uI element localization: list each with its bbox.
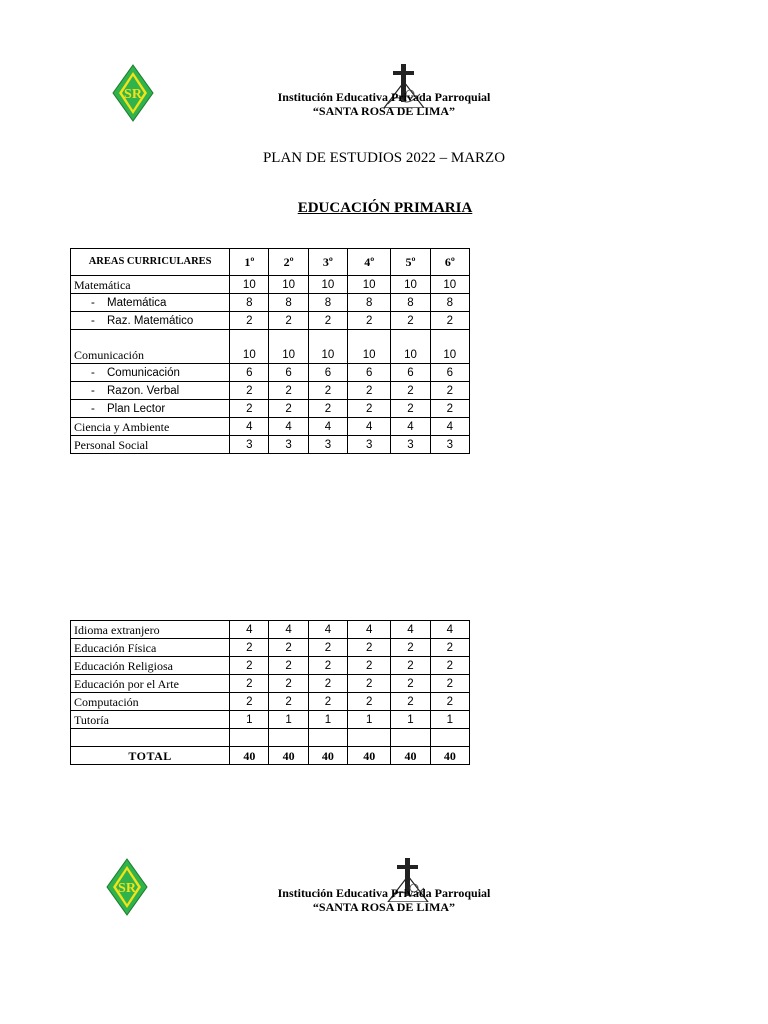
total-label: TOTAL bbox=[71, 747, 230, 765]
table-row bbox=[71, 436, 470, 454]
table-row bbox=[71, 621, 470, 639]
grade-header: 6º bbox=[430, 249, 469, 276]
grade-header: 5º bbox=[391, 249, 430, 276]
grade-header: 2º bbox=[269, 249, 308, 276]
hours-cell: 2 bbox=[269, 382, 308, 400]
hours-cell: 10 bbox=[391, 330, 430, 364]
hours-cell bbox=[348, 729, 391, 747]
hours-cell: 4 bbox=[391, 621, 430, 639]
hours-cell: 2 bbox=[308, 675, 347, 693]
total-value: 40 bbox=[430, 747, 469, 765]
hours-cell: 2 bbox=[308, 382, 347, 400]
hours-cell: 2 bbox=[269, 400, 308, 418]
table-row bbox=[71, 330, 470, 364]
level-title: EDUCACIÓN PRIMARIA bbox=[297, 200, 473, 216]
hours-cell: 3 bbox=[308, 436, 347, 454]
bullet-dash: - bbox=[91, 296, 95, 309]
hours-cell: 2 bbox=[308, 312, 347, 330]
hours-cell: 2 bbox=[230, 400, 269, 418]
hours-cell: 2 bbox=[308, 657, 347, 675]
institution-header-footer bbox=[244, 886, 524, 914]
hours-cell bbox=[308, 729, 347, 747]
hours-cell: 10 bbox=[230, 330, 269, 364]
hours-cell: 6 bbox=[308, 364, 347, 382]
total-value: 40 bbox=[308, 747, 347, 765]
hours-cell: 4 bbox=[308, 418, 347, 436]
table-row bbox=[71, 294, 470, 312]
area-label bbox=[71, 729, 230, 747]
bullet-dash: - bbox=[91, 402, 95, 415]
table-row bbox=[71, 675, 470, 693]
subarea-label: Razon. Verbal bbox=[107, 384, 180, 397]
hours-cell: 2 bbox=[348, 639, 391, 657]
subarea-label: Plan Lector bbox=[107, 402, 166, 415]
hours-cell: 1 bbox=[308, 711, 347, 729]
hours-cell: 4 bbox=[230, 418, 269, 436]
svg-text:SR: SR bbox=[124, 87, 142, 102]
table-row bbox=[71, 418, 470, 436]
hours-cell: 2 bbox=[230, 675, 269, 693]
hours-cell: 4 bbox=[430, 418, 469, 436]
areas-header: AREAS CURRICULARES bbox=[71, 249, 230, 276]
table-row bbox=[71, 729, 470, 747]
hours-cell: 4 bbox=[230, 621, 269, 639]
table-row bbox=[71, 639, 470, 657]
hours-cell: 2 bbox=[230, 639, 269, 657]
hours-cell bbox=[269, 729, 308, 747]
institution-subname: “SANTA ROSA DE LIMA” bbox=[312, 104, 456, 118]
table-row bbox=[71, 711, 470, 729]
hours-cell: 2 bbox=[391, 675, 430, 693]
subarea-label: Raz. Matemático bbox=[107, 314, 194, 327]
hours-cell: 10 bbox=[348, 276, 391, 294]
svg-text:SR: SR bbox=[118, 881, 136, 896]
institution-header bbox=[244, 90, 524, 118]
hours-cell: 2 bbox=[230, 312, 269, 330]
hours-cell: 2 bbox=[348, 382, 391, 400]
hours-cell: 2 bbox=[391, 639, 430, 657]
hours-cell: 2 bbox=[430, 312, 469, 330]
hours-cell: 10 bbox=[391, 276, 430, 294]
hours-cell: 2 bbox=[230, 657, 269, 675]
area-label: Ciencia y Ambiente bbox=[71, 418, 230, 436]
area-label: Tutoría bbox=[71, 711, 230, 729]
hours-cell: 10 bbox=[430, 276, 469, 294]
area-label: Educación Física bbox=[71, 639, 230, 657]
subarea-label: Matemática bbox=[107, 296, 167, 309]
bullet-dash: - bbox=[91, 314, 95, 327]
hours-cell: 10 bbox=[269, 330, 308, 364]
hours-cell: 2 bbox=[391, 312, 430, 330]
grade-header: 3º bbox=[308, 249, 347, 276]
subarea-cell bbox=[71, 382, 230, 400]
hours-cell: 4 bbox=[430, 621, 469, 639]
hours-cell: 3 bbox=[230, 436, 269, 454]
grade-header: 4º bbox=[348, 249, 391, 276]
table-row bbox=[71, 382, 470, 400]
curriculum-table-2 bbox=[70, 620, 470, 765]
hours-cell: 4 bbox=[269, 418, 308, 436]
table-row bbox=[71, 312, 470, 330]
area-label: Educación Religiosa bbox=[71, 657, 230, 675]
hours-cell: 2 bbox=[391, 657, 430, 675]
grade-header: 1º bbox=[230, 249, 269, 276]
hours-cell: 6 bbox=[430, 364, 469, 382]
hours-cell: 2 bbox=[230, 382, 269, 400]
bullet-dash: - bbox=[91, 384, 95, 397]
hours-cell: 8 bbox=[391, 294, 430, 312]
hours-cell: 2 bbox=[230, 693, 269, 711]
total-value: 40 bbox=[269, 747, 308, 765]
plan-title: PLAN DE ESTUDIOS 2022 – MARZO bbox=[262, 150, 506, 166]
hours-cell bbox=[430, 729, 469, 747]
subarea-cell bbox=[71, 400, 230, 418]
hours-cell: 3 bbox=[269, 436, 308, 454]
hours-cell: 8 bbox=[308, 294, 347, 312]
total-value: 40 bbox=[391, 747, 430, 765]
hours-cell: 6 bbox=[269, 364, 308, 382]
hours-cell: 1 bbox=[269, 711, 308, 729]
hours-cell: 4 bbox=[348, 418, 391, 436]
curriculum-table-1 bbox=[70, 248, 470, 454]
hours-cell: 2 bbox=[430, 675, 469, 693]
table-row bbox=[71, 400, 470, 418]
hours-cell: 8 bbox=[430, 294, 469, 312]
hours-cell: 10 bbox=[269, 276, 308, 294]
hours-cell: 8 bbox=[348, 294, 391, 312]
hours-cell: 2 bbox=[430, 657, 469, 675]
hours-cell: 4 bbox=[269, 621, 308, 639]
hours-cell: 2 bbox=[269, 639, 308, 657]
hours-cell bbox=[391, 729, 430, 747]
hours-cell: 6 bbox=[230, 364, 269, 382]
hours-cell: 8 bbox=[230, 294, 269, 312]
hours-cell: 3 bbox=[391, 436, 430, 454]
hours-cell: 2 bbox=[430, 639, 469, 657]
subarea-label: Comunicación bbox=[107, 366, 180, 379]
subarea-cell bbox=[71, 364, 230, 382]
hours-cell: 2 bbox=[308, 400, 347, 418]
hours-cell: 2 bbox=[430, 693, 469, 711]
school-logo-icon bbox=[112, 64, 154, 122]
table-row bbox=[71, 693, 470, 711]
area-label: Computación bbox=[71, 693, 230, 711]
hours-cell: 4 bbox=[308, 621, 347, 639]
table-row bbox=[71, 276, 470, 294]
hours-cell: 4 bbox=[391, 418, 430, 436]
hours-cell: 8 bbox=[269, 294, 308, 312]
hours-cell: 2 bbox=[391, 400, 430, 418]
hours-cell: 6 bbox=[348, 364, 391, 382]
bullet-dash: - bbox=[91, 366, 95, 379]
table-row bbox=[71, 657, 470, 675]
school-logo-icon bbox=[106, 858, 148, 916]
hours-cell: 2 bbox=[269, 657, 308, 675]
hours-cell: 2 bbox=[430, 400, 469, 418]
hours-cell: 2 bbox=[348, 400, 391, 418]
hours-cell: 10 bbox=[230, 276, 269, 294]
institution-subname: “SANTA ROSA DE LIMA” bbox=[312, 900, 456, 914]
hours-cell: 10 bbox=[308, 276, 347, 294]
hours-cell: 6 bbox=[391, 364, 430, 382]
table-row bbox=[71, 364, 470, 382]
total-row bbox=[71, 747, 470, 765]
hours-cell: 1 bbox=[348, 711, 391, 729]
hours-cell: 4 bbox=[348, 621, 391, 639]
hours-cell: 10 bbox=[308, 330, 347, 364]
hours-cell bbox=[230, 729, 269, 747]
hours-cell: 3 bbox=[348, 436, 391, 454]
hours-cell: 1 bbox=[391, 711, 430, 729]
hours-cell: 2 bbox=[430, 382, 469, 400]
table-header-row bbox=[71, 249, 470, 276]
hours-cell: 2 bbox=[269, 312, 308, 330]
area-label: Personal Social bbox=[71, 436, 230, 454]
hours-cell: 2 bbox=[348, 693, 391, 711]
hours-cell: 10 bbox=[348, 330, 391, 364]
subarea-cell bbox=[71, 294, 230, 312]
hours-cell: 3 bbox=[430, 436, 469, 454]
hours-cell: 2 bbox=[308, 639, 347, 657]
hours-cell: 2 bbox=[269, 693, 308, 711]
institution-name: Institución Educativa Privada Parroquial bbox=[277, 90, 491, 104]
hours-cell: 2 bbox=[348, 312, 391, 330]
subarea-cell bbox=[71, 312, 230, 330]
hours-cell: 2 bbox=[308, 693, 347, 711]
total-value: 40 bbox=[230, 747, 269, 765]
hours-cell: 1 bbox=[430, 711, 469, 729]
area-label: Matemática bbox=[71, 276, 230, 294]
hours-cell: 2 bbox=[348, 657, 391, 675]
hours-cell: 2 bbox=[348, 675, 391, 693]
hours-cell: 2 bbox=[391, 693, 430, 711]
institution-name: Institución Educativa Privada Parroquial bbox=[277, 886, 491, 900]
area-label: Comunicación bbox=[71, 330, 230, 364]
hours-cell: 10 bbox=[430, 330, 469, 364]
total-value: 40 bbox=[348, 747, 391, 765]
area-label: Educación por el Arte bbox=[71, 675, 230, 693]
hours-cell: 1 bbox=[230, 711, 269, 729]
hours-cell: 2 bbox=[269, 675, 308, 693]
hours-cell: 2 bbox=[391, 382, 430, 400]
area-label: Idioma extranjero bbox=[71, 621, 230, 639]
